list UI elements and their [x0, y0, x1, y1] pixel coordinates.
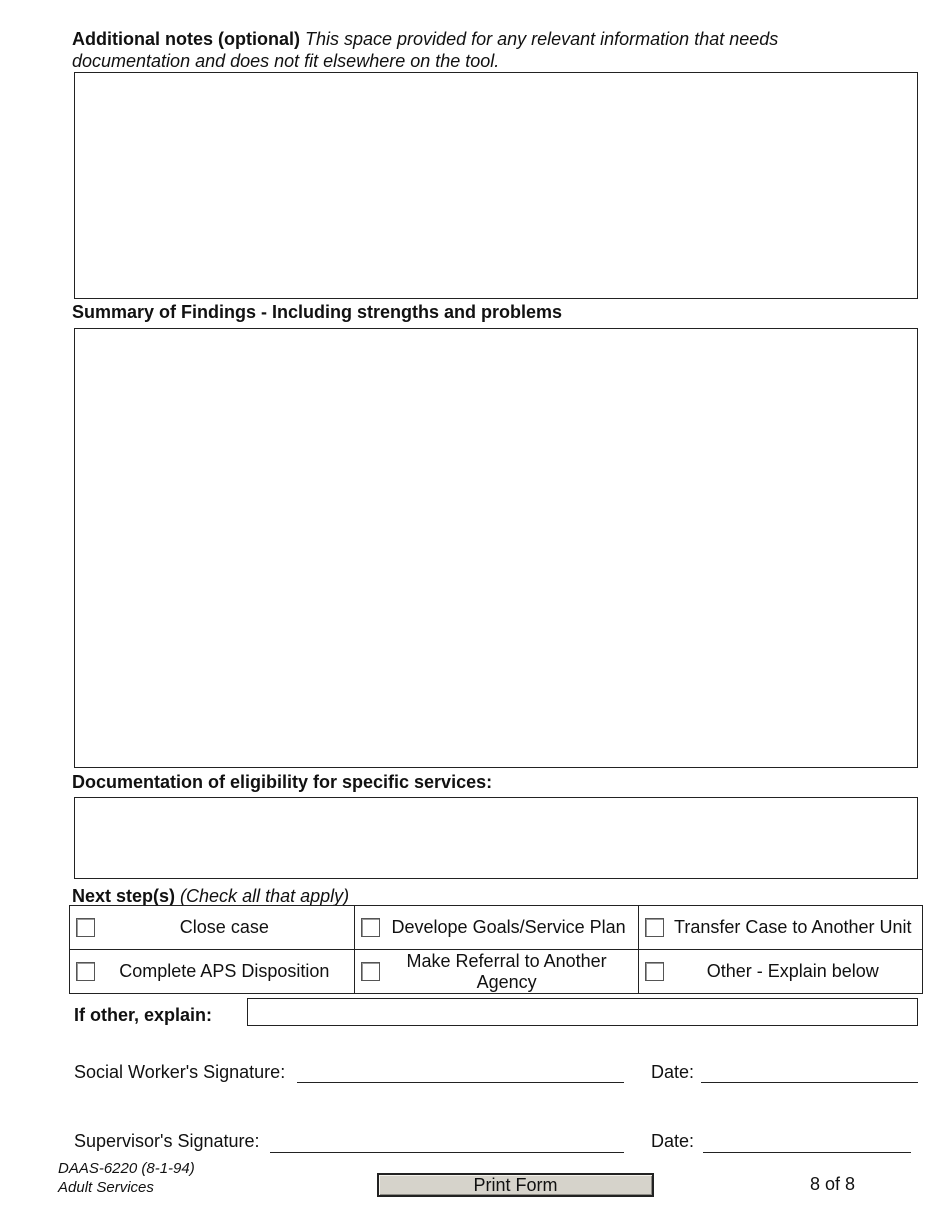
option-develop-goals[interactable]	[354, 906, 638, 950]
eligibility-title: Documentation of eligibility for specific services:	[72, 772, 493, 792]
next-steps-title: Next step(s)	[72, 886, 176, 906]
next-steps-table	[69, 905, 923, 994]
develop-goals-checkbox[interactable]	[361, 918, 380, 937]
page-indicator: 8 of 8	[810, 1174, 856, 1194]
summary-title: Summary of Findings - Including strengths and problems	[72, 302, 563, 322]
form-code: DAAS-6220 (8-1-94)	[58, 1160, 195, 1177]
next-steps-heading	[72, 885, 349, 907]
option-other[interactable]	[638, 950, 922, 994]
additional-notes-title: Additional notes (optional)	[72, 29, 300, 49]
social-worker-date-label: Date:	[651, 1062, 695, 1082]
option-label: Transfer Case to Another Unit	[674, 917, 912, 937]
print-form-button[interactable]: Print Form	[377, 1173, 654, 1197]
option-close-case[interactable]	[70, 906, 355, 950]
option-transfer-case[interactable]	[638, 906, 922, 950]
additional-notes-field[interactable]	[74, 72, 918, 299]
additional-notes-heading	[72, 28, 872, 50]
make-referral-checkbox[interactable]	[361, 962, 380, 981]
other-checkbox[interactable]	[645, 962, 664, 981]
supervisor-date-line[interactable]	[703, 1152, 911, 1153]
option-make-referral[interactable]	[354, 950, 638, 994]
supervisor-signature-line[interactable]	[270, 1152, 624, 1153]
other-explain-input[interactable]	[247, 998, 918, 1026]
summary-field[interactable]	[74, 328, 918, 768]
option-label: Make Referral to Another Agency	[406, 950, 607, 992]
division-name: Adult Services	[58, 1179, 154, 1196]
next-steps-hint: (Check all that apply)	[180, 886, 350, 906]
supervisor-date-label: Date:	[651, 1131, 695, 1151]
option-label: Other - Explain below	[706, 961, 879, 981]
social-worker-signature-label: Social Worker's Signature:	[74, 1062, 286, 1082]
option-label: Complete APS Disposition	[119, 961, 330, 981]
supervisor-signature-label: Supervisor's Signature:	[74, 1131, 260, 1151]
additional-notes-description-2: documentation and does not fit elsewhere on the tool.	[72, 51, 500, 71]
additional-notes-description-1: This space provided for any relevant information that needs	[305, 29, 779, 49]
option-label: Close case	[179, 917, 269, 937]
option-label: Develope Goals/Service Plan	[391, 917, 626, 937]
complete-aps-checkbox[interactable]	[76, 962, 95, 981]
social-worker-date-line[interactable]	[701, 1082, 918, 1083]
eligibility-field[interactable]	[74, 797, 918, 879]
close-case-checkbox[interactable]	[76, 918, 95, 937]
transfer-case-checkbox[interactable]	[645, 918, 664, 937]
other-explain-label: If other, explain:	[74, 1005, 213, 1025]
option-complete-aps[interactable]	[70, 950, 355, 994]
social-worker-signature-line[interactable]	[297, 1082, 624, 1083]
